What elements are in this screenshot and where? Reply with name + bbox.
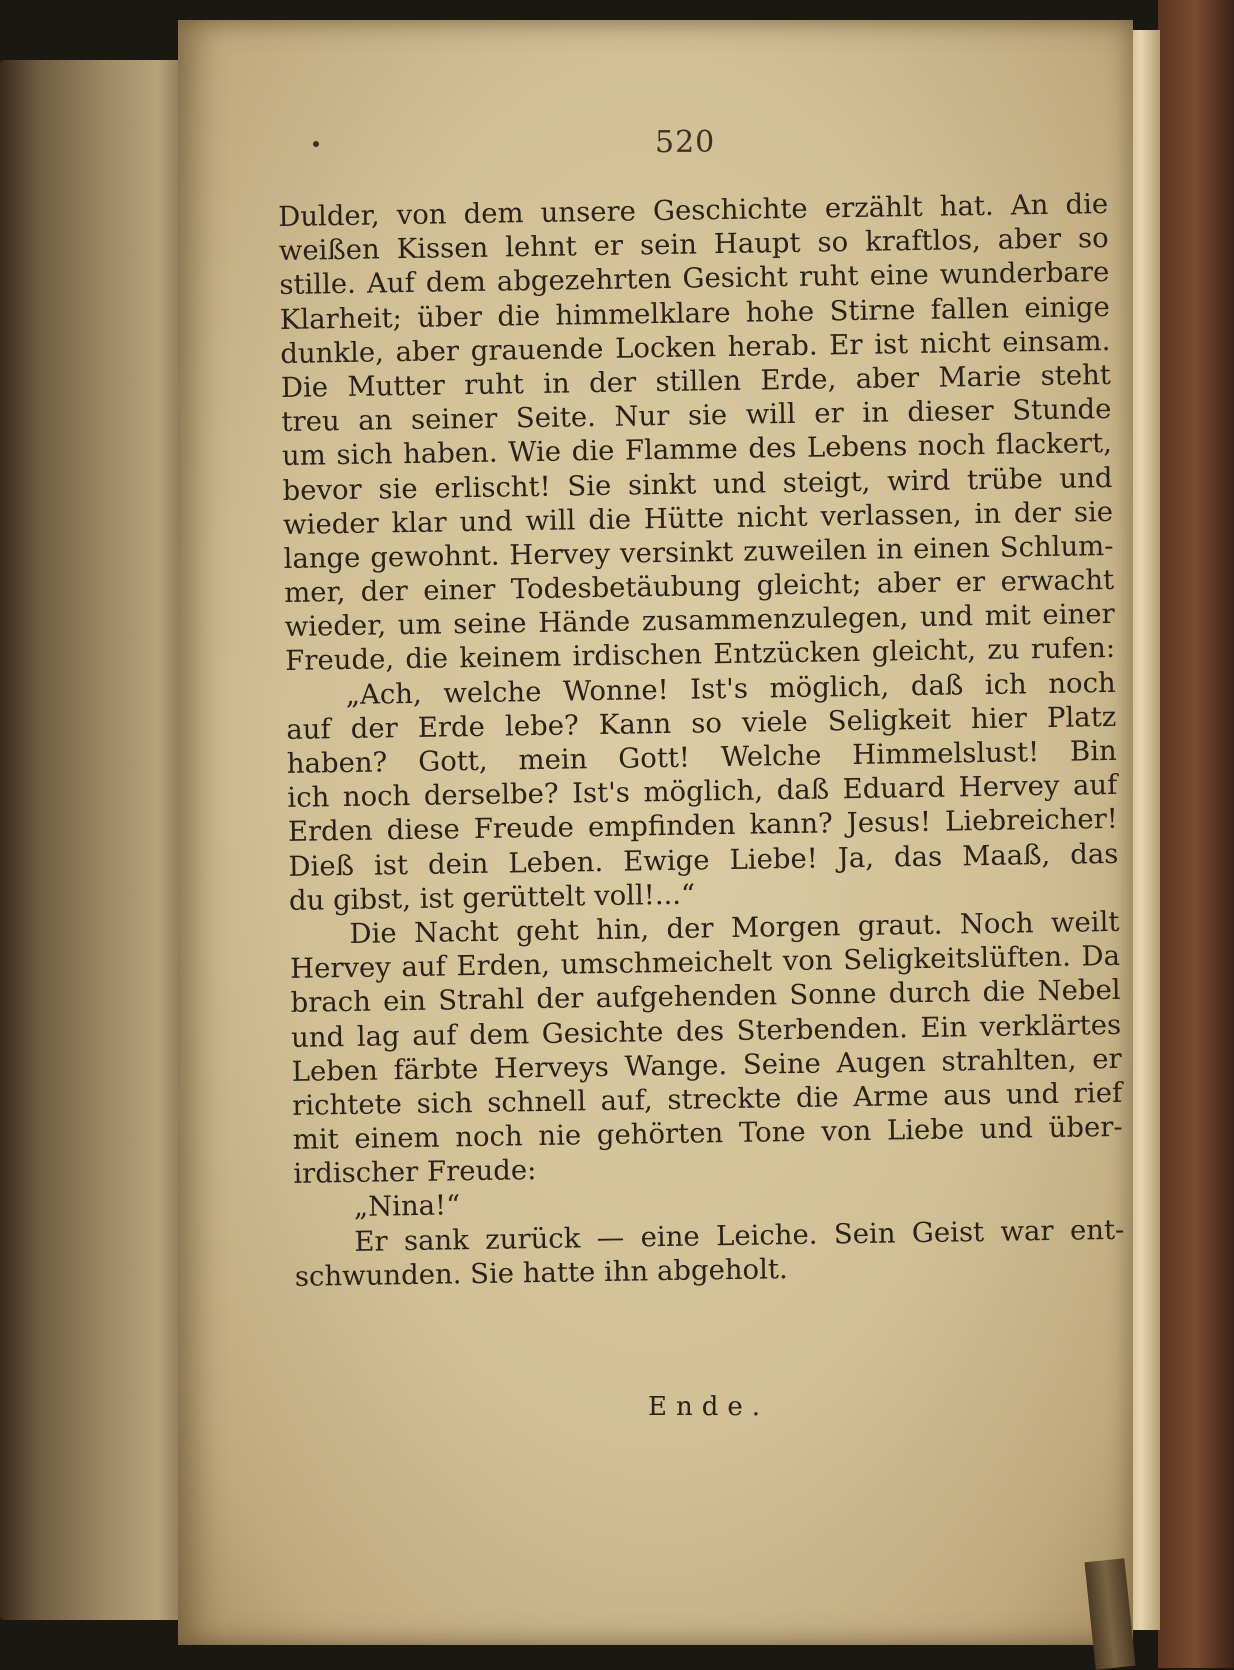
text-line: mer, der einer Todesbetäubung gleicht; aber er erwacht <box>283 563 1115 610</box>
text-line: wieder, um seine Hände zusammenzulegen, und mit einer <box>284 598 1115 644</box>
text-line: und lag auf dem Gesichte des Sterbenden. Ein verklärtes <box>290 1008 1122 1054</box>
text-line: stille. Auf dem abgezehrten Gesicht ruht eine wunderbare <box>279 256 1110 302</box>
book-cover-edge <box>1158 0 1234 1668</box>
left-page-stack <box>0 60 185 1620</box>
text-line: Er sank zurück — eine Leiche. Sein Geist war ent- <box>354 1213 1125 1258</box>
end-mark: Ende. <box>648 1392 770 1422</box>
text-line: Dieß ist dein Leben. Ewige Liebe! Ja, das Maaß, das <box>288 837 1119 883</box>
text-line: Die Nacht geht hin, der Morgen graut. Noch weilt <box>349 905 1120 950</box>
text-line: „Nina!“ <box>353 1189 461 1224</box>
text-line: haben? Gott, mein Gott! Welche Himmelslust! Bin <box>286 734 1118 780</box>
ink-dot <box>313 141 319 147</box>
text-line: du gibst, ist gerüttelt voll!...“ <box>288 878 696 917</box>
text-line: irdischer Freude: <box>293 1154 537 1191</box>
text-line: lange gewohnt. Hervey versinkt zuweilen in einen Schlum- <box>283 529 1114 575</box>
text-line: richtete sich schnell auf, streckte die Arme aus und rief <box>291 1076 1123 1122</box>
text-line: treu an seiner Seite. Nur sie will er in dieser Stunde <box>281 393 1112 439</box>
text-line: schwunden. Sie hatte ihn abgeholt. <box>294 1252 788 1293</box>
text-line: Erden diese Freude empfinden kann? Jesus! Liebreicher! <box>287 803 1119 849</box>
text-line: Hervey auf Erden, umschmeichelt von Seligkeitslüften. Da <box>289 939 1121 986</box>
text-line: dunkle, aber grauende Locken herab. Er ist nicht einsam. <box>280 324 1111 370</box>
text-line: Freude, die keinem irdischen Entzücken gleicht, zu rufen: <box>284 632 1116 678</box>
text-line: bevor sie erlischt! Sie sinkt und steigt, wird trübe und <box>282 461 1113 507</box>
page-number: 520 <box>655 125 716 160</box>
text-line: Klarheit; über die himmelklare hohe Stirne fallen einige <box>279 290 1111 336</box>
text-line: wieder klar und will die Hütte nicht verlassen, in der sie <box>282 495 1114 541</box>
text-line: ich noch derselbe? Ist's möglich, daß Eduard Hervey auf <box>287 769 1118 815</box>
text-line: Dulder, von dem unsere Geschichte erzählt hat. An die <box>278 187 1109 233</box>
body-text <box>278 187 1125 1294</box>
text-line: weißen Kissen lehnt er sein Haupt so kraftlos, aber so <box>278 222 1109 268</box>
text-line: auf der Erde lebe? Kann so viele Seligkeit hier Platz <box>286 700 1117 746</box>
text-line: Die Mutter ruht in der stillen Erde, aber Marie steht <box>280 358 1112 404</box>
text-line: „Ach, welche Wonne! Ist's möglich, daß ich noch <box>345 666 1116 711</box>
text-line: Leben färbte Herveys Wange. Seine Augen strahlten, er <box>291 1042 1122 1088</box>
text-line: mit einem noch nie gehörten Tone von Liebe und über- <box>292 1110 1123 1156</box>
text-line: brach ein Strahl der aufgehenden Sonne durch die Nebel <box>290 974 1121 1020</box>
text-line: um sich haben. Wie die Flamme des Lebens noch flackert, <box>281 427 1113 473</box>
